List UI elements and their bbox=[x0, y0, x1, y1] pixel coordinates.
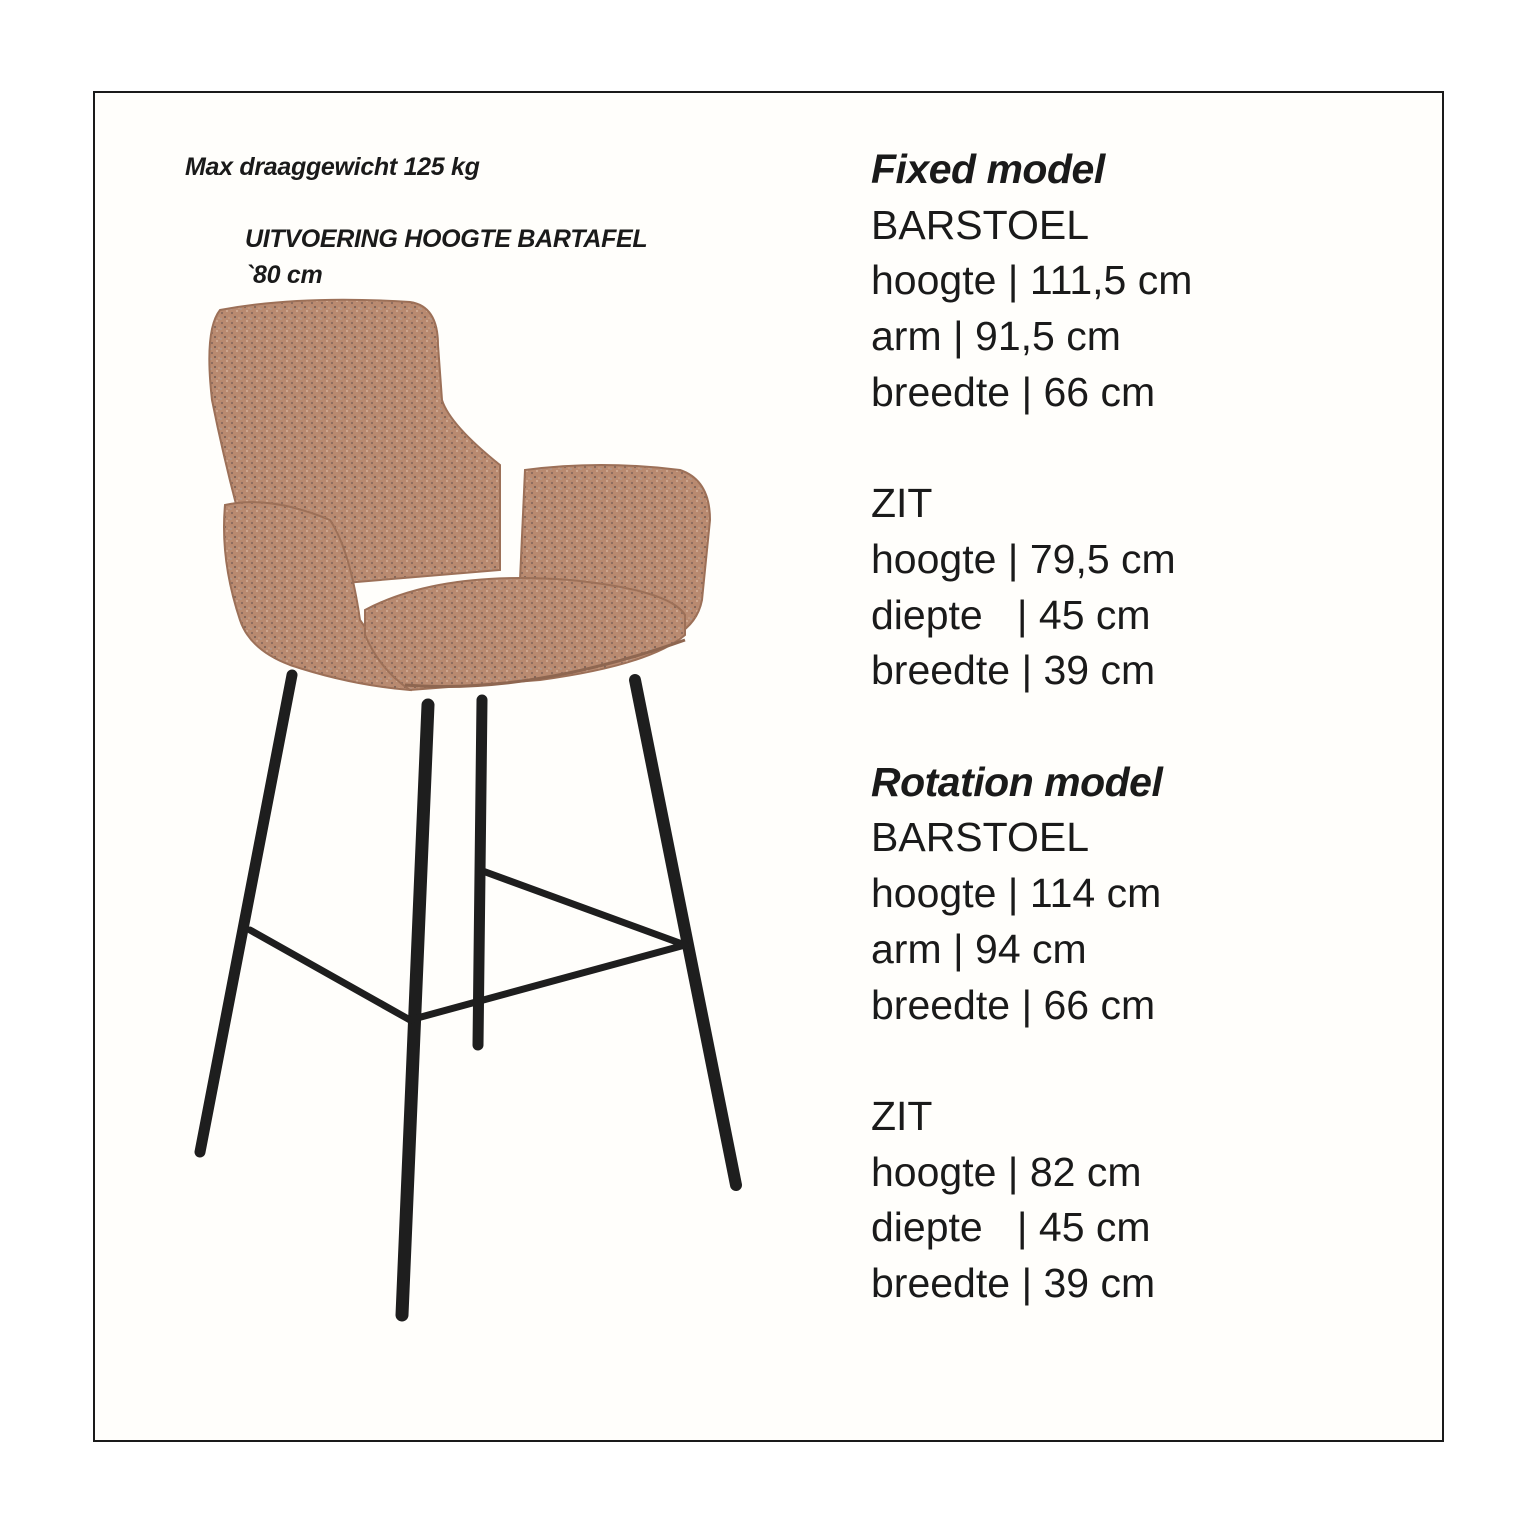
bar-stool-illustration bbox=[180, 290, 760, 1330]
rotation-barstool-width: breedte | 66 cm bbox=[871, 981, 1156, 1028]
execution-height-line2: `80 cm bbox=[245, 261, 323, 289]
specifications bbox=[871, 142, 1192, 1312]
chair-legs bbox=[200, 675, 736, 1315]
rotation-seat-label: ZIT bbox=[871, 1092, 933, 1139]
fixed-barstool-arm: arm | 91,5 cm bbox=[871, 313, 1121, 360]
rotation-seat-width: breedte | 39 cm bbox=[871, 1260, 1156, 1307]
fixed-barstool-height: hoogte | 111,5 cm bbox=[871, 257, 1193, 304]
rotation-barstool-height: hoogte | 114 cm bbox=[871, 870, 1162, 917]
fixed-seat-label: ZIT bbox=[871, 480, 933, 527]
fixed-barstool-width: breedte | 66 cm bbox=[871, 368, 1156, 415]
fixed-barstool-label: BARSTOEL bbox=[871, 201, 1089, 248]
rotation-barstool-label: BARSTOEL bbox=[871, 814, 1089, 861]
chair-seat bbox=[365, 578, 685, 690]
fixed-seat-width: breedte | 39 cm bbox=[871, 647, 1156, 694]
fixed-seat-depth: diepte | 45 cm bbox=[871, 591, 1151, 638]
execution-height-note bbox=[245, 221, 647, 293]
fixed-model-heading: Fixed model bbox=[871, 146, 1105, 192]
rotation-seat-height: hoogte | 82 cm bbox=[871, 1148, 1142, 1195]
max-load-note: Max draaggewicht 125 kg bbox=[185, 153, 480, 181]
fixed-seat-height: hoogte | 79,5 cm bbox=[871, 535, 1176, 582]
rotation-seat-depth: diepte | 45 cm bbox=[871, 1204, 1151, 1251]
execution-height-line1: UITVOERING HOOGTE BARTAFEL bbox=[245, 225, 648, 253]
rotation-model-heading: Rotation model bbox=[871, 758, 1163, 805]
rotation-barstool-arm: arm | 94 cm bbox=[871, 925, 1087, 972]
